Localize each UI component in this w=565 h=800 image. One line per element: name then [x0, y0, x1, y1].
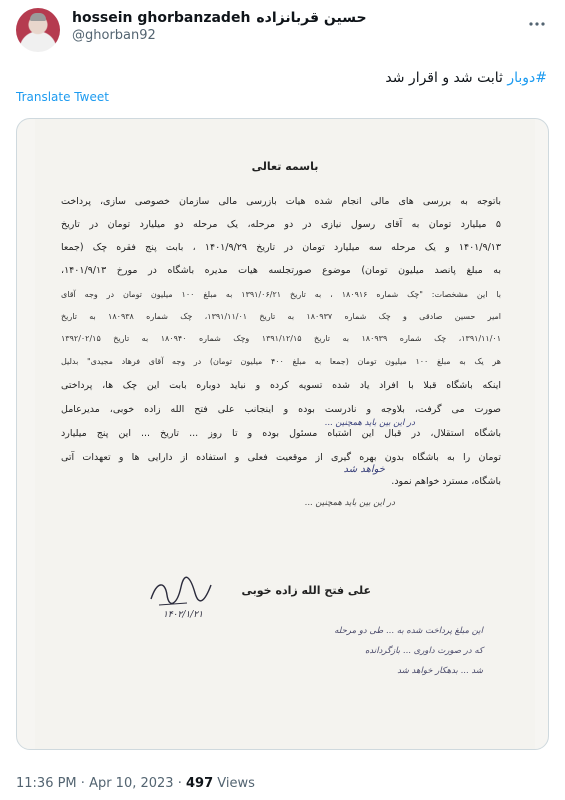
tweet-date[interactable]: Apr 10, 2023	[89, 776, 174, 791]
user-handle[interactable]: @ghorban92	[72, 28, 156, 43]
handwritten-note: در این بین باید همچنین ...	[304, 498, 395, 508]
tweet-meta	[16, 776, 255, 791]
document-line: ۵ میلیارد تومان به آقای رسول نیازی در دو مرحله، یک مرحله دو میلیارد تومان در تاریخ	[61, 219, 501, 230]
tweet-time[interactable]: 11:36 PM	[16, 776, 77, 791]
handwritten-note: این مبلغ پرداخت شده به ... طی دو مرحله	[334, 626, 483, 636]
document-line: باشگاه، مسترد خواهم نمود.	[391, 476, 501, 487]
views-count[interactable]: 497	[185, 776, 214, 791]
document-line: باتوجه به بررسی های مالی انجام شده هیات بازرسی مالی سازمان خصوصی سازی، پرداخت	[61, 196, 501, 207]
handwritten-note: شد ... بدهکار خواهد شد	[397, 666, 483, 676]
document-line: باشگاه استقلال، در قبال این اشتباه مسئول بوده و تا روز ... تاریخ ... این پنج میلیارد	[61, 428, 501, 439]
document-line: هر یک به مبلغ ۱۰۰ میلیون تومان (جمعا به مبلغ ۴۰۰ میلیون تومان) در وجه آقای فرهاد مجیدی" بدلیل	[61, 357, 501, 366]
tweet-header	[16, 8, 549, 52]
document-page	[35, 119, 535, 750]
avatar[interactable]	[16, 8, 60, 52]
handwritten-note: که در صورت داوری ... بازگردانده	[364, 646, 483, 656]
meta-separator: ·	[76, 776, 90, 791]
more-options-icon[interactable]	[525, 14, 549, 34]
signature-icon	[147, 575, 217, 611]
tweet-image[interactable]	[16, 118, 549, 750]
user-names	[72, 10, 367, 43]
translate-tweet-link[interactable]: Translate Tweet	[16, 90, 109, 104]
document-line: صورت می گرفت، بلاوجه و نادرست بوده و اینجانب علی فتح الله زاده خوبی، مدیرعامل	[61, 404, 501, 415]
document-line: تومان را به باشگاه بدون بهره گیری از موقعیت فعلی و استفاده از دارایی ها و تعهدات آتی	[61, 452, 501, 463]
handwritten-date: ۱۴۰۲/۱/۲۱	[163, 610, 203, 620]
document-line: ۱۳۹۱/۱۱/۰۱، چک شماره ۱۸۰۹۳۹ به تاریخ ۱۳۹۱/۱۲/۱۵ وچک شماره ۱۸۰۹۴۰ به تاریخ ۱۳۹۲/۰۲/۱۵	[61, 334, 502, 343]
handwritten-note: خواهد شد	[343, 464, 385, 475]
document-title: باسمه تعالی	[251, 160, 319, 173]
tweet-text: ثابت شد و اقرار شد	[385, 70, 508, 86]
document-line: ۱۴۰۱/۹/۱۳ و یک مرحله سه میلیارد تومان در تاریخ ۱۴۰۱/۹/۲۹ ، بابت پنج فقره چک (جمعا	[61, 242, 501, 253]
document-line: به مبلغ پانصد میلیون تومان) موضوع صورتجلسه هیات مدیره باشگاه در مورخ ۱۴۰۱/۹/۱۳،	[61, 265, 501, 276]
display-name-persian[interactable]: حسین قربانزاده	[256, 10, 367, 26]
hashtag-link[interactable]: #دوبار	[507, 70, 547, 86]
display-name-latin[interactable]: hossein ghorbanzadeh	[72, 10, 251, 26]
signer-name: علی فتح الله زاده خوبی	[241, 584, 371, 597]
document-line: اینکه باشگاه قبلا با افراد یاد شده تسویه کرده و نباید دوباره بابت این چک ها، پرداختی	[61, 380, 501, 391]
views-label: Views	[213, 776, 255, 791]
display-name[interactable]	[72, 10, 367, 26]
document-line: امیر حسین صادقی و چک شماره ۱۸۰۹۳۷ به تاریخ ۱۳۹۱/۱۱/۰۱، چک شماره ۱۸۰۹۳۸ به تاریخ	[61, 312, 501, 321]
tweet-body	[385, 70, 547, 86]
meta-separator: ·	[173, 776, 186, 791]
handwritten-note: در این بین باید همچنین ...	[324, 418, 415, 428]
document-line: با این مشخصات: "چک شماره ۱۸۰۹۱۶ ، به تاریخ ۱۳۹۱/۰۶/۲۱ به مبلغ ۱۰۰ میلیون تومان در وجه آقای	[61, 290, 501, 299]
